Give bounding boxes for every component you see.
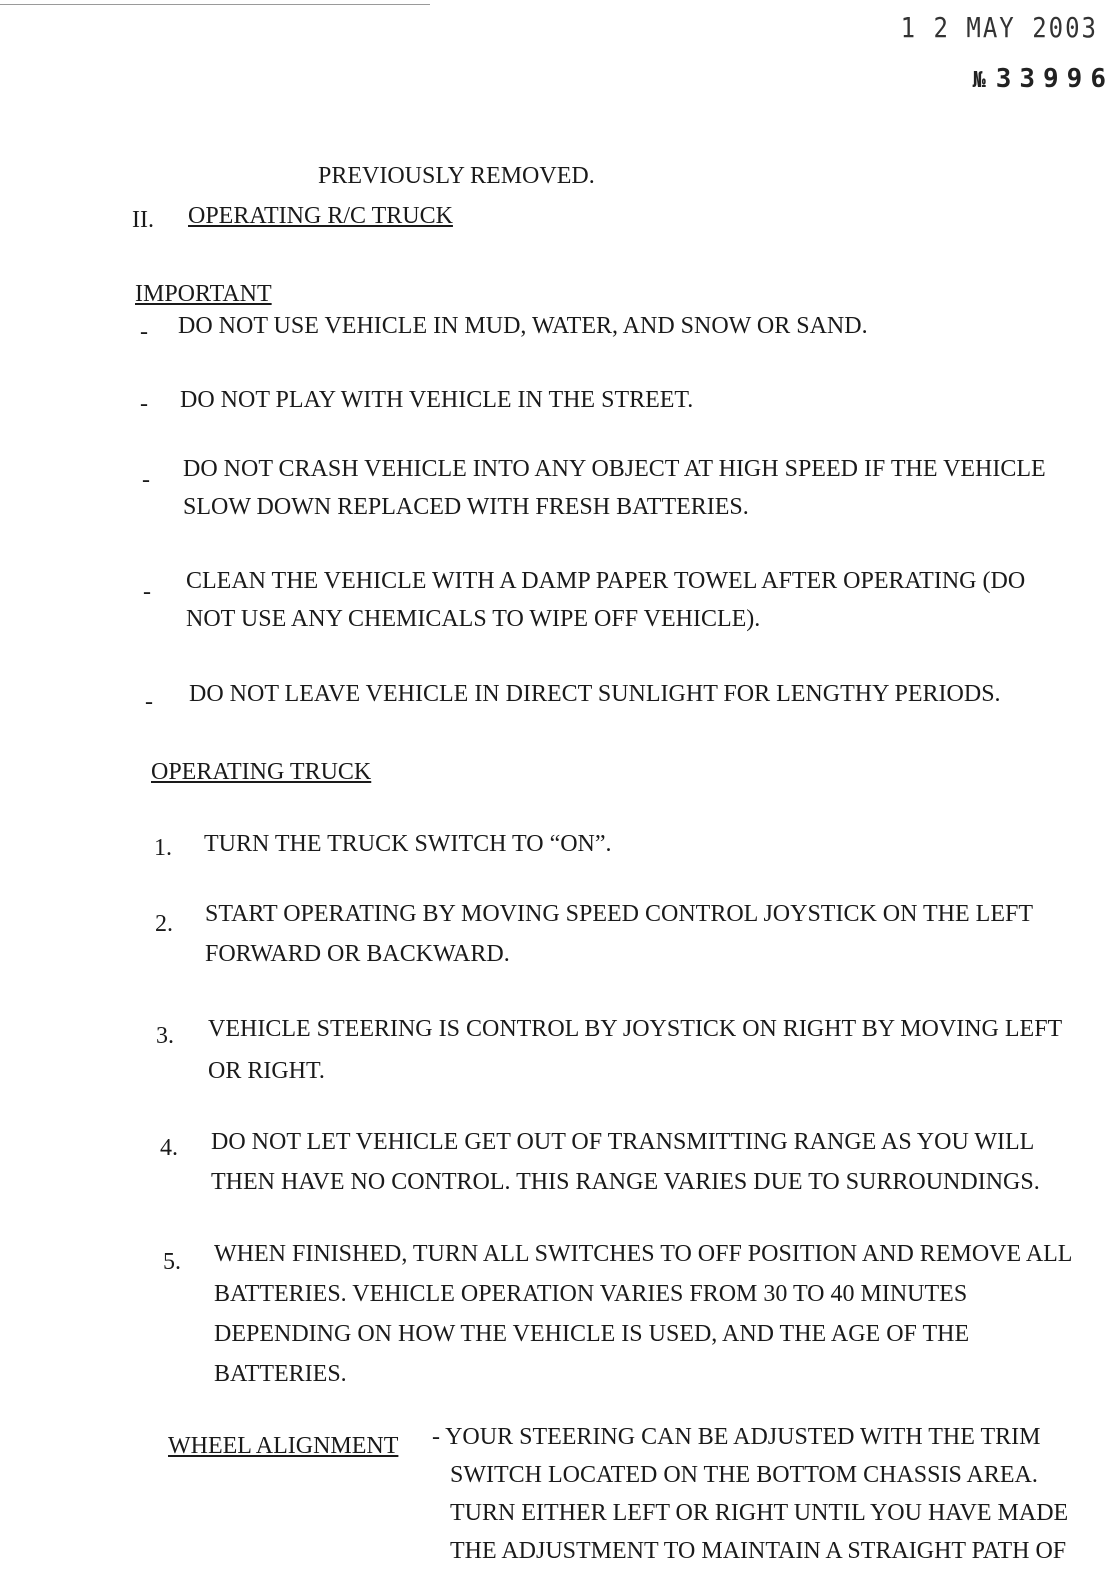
item-line: DO NOT PLAY WITH VEHICLE IN THE STREET. bbox=[180, 387, 694, 413]
intro-text: PREVIOUSLY REMOVED. bbox=[318, 163, 595, 189]
item-line: DO NOT USE VEHICLE IN MUD, WATER, AND SNOW OR SAND. bbox=[178, 313, 868, 339]
alignment-line: TURN EITHER LEFT OR RIGHT UNTIL YOU HAVE MADE bbox=[450, 1500, 1069, 1526]
step-number: 5. bbox=[163, 1249, 181, 1275]
item-line: DO NOT CRASH VEHICLE INTO ANY OBJECT AT HIGH SPEED IF THE VEHICLE bbox=[183, 456, 1046, 482]
step-line: BATTERIES. VEHICLE OPERATION VARIES FROM 30 TO 40 MINUTES bbox=[214, 1281, 968, 1307]
number-stamp-value: 33996 bbox=[995, 64, 1114, 94]
step-number: 2. bbox=[155, 911, 173, 937]
bullet-dash: - bbox=[143, 579, 151, 605]
step-number: 1. bbox=[154, 835, 172, 861]
step-line: BATTERIES. bbox=[214, 1361, 347, 1387]
wheel-alignment-label: WHEEL ALIGNMENT bbox=[168, 1433, 399, 1459]
section-title: OPERATING R/C TRUCK bbox=[188, 203, 453, 229]
date-stamp: 1 2 MAY 2003 bbox=[900, 11, 1098, 45]
bullet-dash: - bbox=[145, 689, 153, 715]
number-stamp bbox=[972, 64, 1114, 94]
step-line: THEN HAVE NO CONTROL. THIS RANGE VARIES DUE TO SURROUNDINGS. bbox=[211, 1169, 1040, 1195]
alignment-line: - YOUR STEERING CAN BE ADJUSTED WITH THE TRIM bbox=[432, 1424, 1041, 1450]
step-line: VEHICLE STEERING IS CONTROL BY JOYSTICK ON RIGHT BY MOVING LEFT bbox=[208, 1016, 1063, 1042]
bullet-dash: - bbox=[142, 467, 150, 493]
item-line: SLOW DOWN REPLACED WITH FRESH BATTERIES. bbox=[183, 494, 749, 520]
bullet-dash: - bbox=[140, 319, 148, 345]
step-number: 3. bbox=[156, 1023, 174, 1049]
bullet-dash: - bbox=[140, 391, 148, 417]
item-line: DO NOT LEAVE VEHICLE IN DIRECT SUNLIGHT FOR LENGTHY PERIODS. bbox=[189, 681, 1001, 707]
step-number: 4. bbox=[160, 1135, 178, 1161]
scan-edge-line bbox=[0, 4, 430, 5]
step-line: TURN THE TRUCK SWITCH TO “ON”. bbox=[204, 831, 612, 857]
step-line: DEPENDING ON HOW THE VEHICLE IS USED, AND THE AGE OF THE bbox=[214, 1321, 970, 1347]
operating-heading: OPERATING TRUCK bbox=[151, 759, 372, 785]
step-line: FORWARD OR BACKWARD. bbox=[205, 941, 510, 967]
wheel-alignment-text bbox=[432, 1418, 1068, 1570]
alignment-line: THE ADJUSTMENT TO MAINTAIN A STRAIGHT PATH OF bbox=[450, 1538, 1067, 1564]
number-stamp-label: № bbox=[972, 68, 986, 93]
step-line: START OPERATING BY MOVING SPEED CONTROL JOYSTICK ON THE LEFT bbox=[205, 901, 1033, 927]
alignment-line: SWITCH LOCATED ON THE BOTTOM CHASSIS AREA. bbox=[450, 1462, 1038, 1488]
item-line: NOT USE ANY CHEMICALS TO WIPE OFF VEHICLE). bbox=[186, 606, 761, 632]
step-line: OR RIGHT. bbox=[208, 1058, 325, 1084]
important-heading: IMPORTANT bbox=[135, 281, 272, 307]
section-numeral: II. bbox=[132, 207, 154, 233]
step-line: WHEN FINISHED, TURN ALL SWITCHES TO OFF POSITION AND REMOVE ALL bbox=[214, 1241, 1073, 1267]
step-line: DO NOT LET VEHICLE GET OUT OF TRANSMITTING RANGE AS YOU WILL bbox=[211, 1129, 1035, 1155]
item-line: CLEAN THE VEHICLE WITH A DAMP PAPER TOWEL AFTER OPERATING (DO bbox=[186, 568, 1026, 594]
